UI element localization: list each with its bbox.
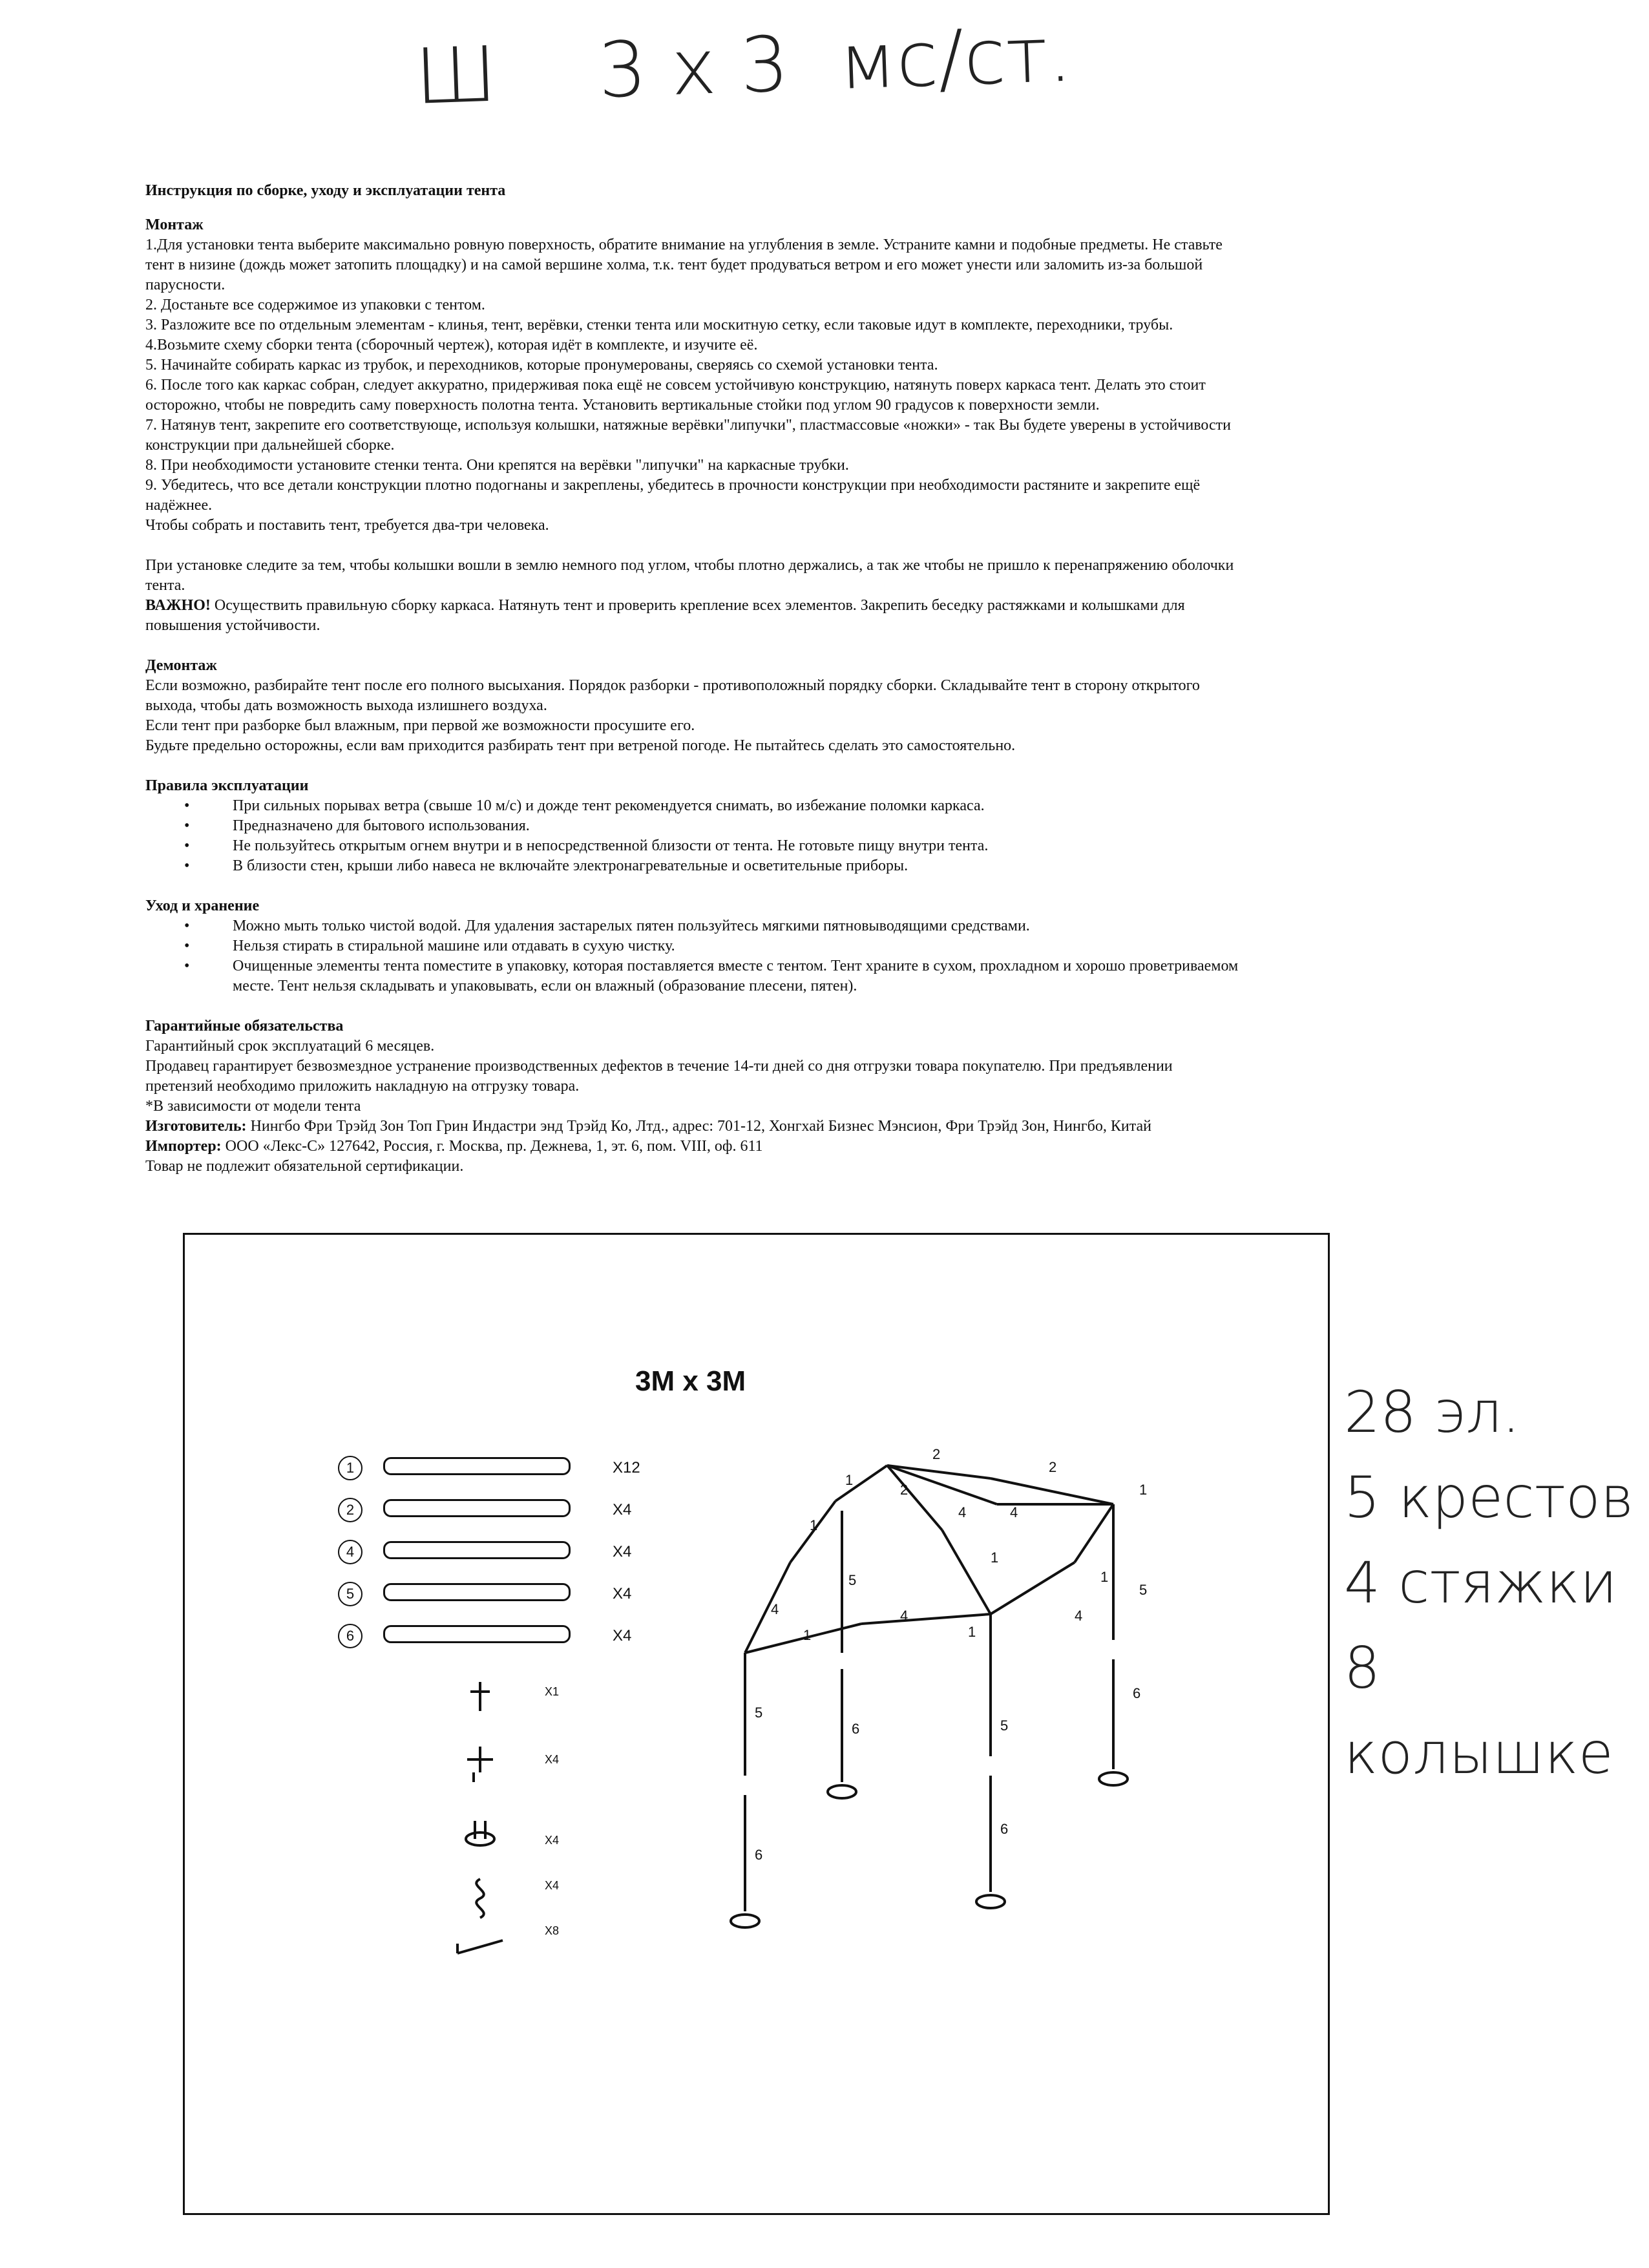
text-line: 8. При необходимости установите стенки тента. Они крепятся на верёвки "липучки" на каркасные трубки. (145, 457, 849, 474)
frame-label: 5 (1139, 1582, 1148, 1598)
frame-label: 6 (852, 1721, 860, 1737)
assembly-diagram (183, 1233, 1330, 2215)
part-quantity: X4 (613, 1585, 632, 1602)
list-item: • В близости стен, крыши либо навеса не включайте электронагревательные и осветительные приборы. (233, 856, 1464, 876)
frame-label: 4 (771, 1601, 779, 1617)
rope-icon (476, 1879, 484, 1918)
frame-label: 5 (848, 1572, 857, 1588)
text-line: Чтобы собрать и поставить тент, требуется два-три человека. (145, 517, 549, 534)
tube-part-6 (383, 1625, 571, 1643)
text-line: *В зависимости от модели тента (145, 1098, 361, 1115)
text-line: конструкции при дальнейшей сборке. (145, 437, 395, 454)
list-item: • Очищенные элементы тента поместите в упаковку, которая поставляется вместе с тентом. Тент храните в сухом, прохладном и хорошо проветриваемом (233, 956, 1464, 976)
text-line: 6. После того как каркас собран, следует аккуратно, придерживая пока ещё не совсем устойчивую конструкцию, натянуть поверх каркаса тент. Делать это стоит (145, 377, 1206, 394)
text-line: 9. Убедитесь, что все детали конструкции плотно подогнаны и закреплены, убедитесь в прочности конструкции при необходимости растяните и закрепите ещё (145, 477, 1201, 494)
frame-label: 4 (1075, 1608, 1083, 1624)
text-line: 1.Для установки тента выберите максимально ровную поверхность, обратите внимание на углубления в земле. Устраните камни и подобные предметы. Не ставьте (145, 236, 1223, 253)
text-line: При установке следите за тем, чтобы колышки вошли в землю немного под углом, чтобы плотно держались, а так же чтобы не пришло к перенапряжению оболочки (145, 557, 1234, 574)
foot-plate (828, 1785, 856, 1798)
instruction-document (145, 181, 1464, 1177)
text-line: Продавец гарантирует безвозмездное устранение производственных дефектов в течение 14-ти дней со дня отгрузки товара покупателю. При предъявлении (145, 1058, 1173, 1075)
frame-tube (745, 1562, 790, 1653)
frame-label: 1 (991, 1549, 999, 1566)
importer-text: ООО «Лекс-С» 127642, Россия, г. Москва, пр. Дежнева, 1, эт. 6, пом. VIII, оф. 611 (221, 1138, 763, 1155)
text-line: тент в низине (дождь может затопить площадку) и на самой вершине холма, т.к. тент будет продуваться ветром и его может унести или заломить из-за большой (145, 257, 1203, 273)
tube-part-5 (383, 1583, 571, 1601)
part-quantity: X4 (613, 1501, 632, 1518)
frame-label: 1 (1100, 1569, 1109, 1585)
text-line: выхода, чтобы дать возможность выхода излишнего воздуха. (145, 697, 547, 714)
frame-label: 5 (755, 1705, 763, 1721)
frame-tube (991, 1562, 1075, 1614)
frame-tube (1075, 1504, 1113, 1562)
tube-part-1 (383, 1457, 571, 1475)
handwritten-line: 4 стяжки (1344, 1549, 1617, 1616)
list-item: • Нельзя стирать в стиральной машине или отдавать в сухую чистку. (233, 936, 1464, 956)
frame-tube (835, 1465, 887, 1501)
text-line: Если тент при разборке был влажным, при первой же возможности просушите его. (145, 717, 695, 734)
uhod-list (145, 916, 1464, 976)
pravila-heading: Правила эксплуатации (145, 777, 309, 794)
handwritten-line: 5 крестов (1344, 1464, 1634, 1531)
fitting-quantity: X4 (545, 1879, 560, 1892)
maker-text: Нингбо Фри Трэйд Зон Топ Грин Индастри энд Трэйд Ко, Лтд., адрес: 701-12, Хонгхай Бизнес Мэнсион, Фри Трэйд Зон, Нингбо, Китай (246, 1118, 1151, 1135)
frame-label: 2 (1049, 1459, 1057, 1475)
text-line: месте. Тент нельзя складывать и упаковывать, если он влажный (образование плесени, пятен). (233, 978, 857, 994)
montazh-heading: Монтаж (145, 216, 204, 233)
garantiya-heading: Гарантийные обязательства (145, 1018, 344, 1034)
frame-label: 5 (1000, 1717, 1009, 1734)
text-line: повышения устойчивости. (145, 617, 320, 634)
frame-label: 1 (968, 1624, 976, 1640)
part-number: 6 (338, 1624, 362, 1648)
foot-plate (731, 1915, 759, 1927)
part-quantity: X4 (613, 1543, 632, 1560)
fittings-icons (441, 1672, 519, 1982)
maker-line (145, 1117, 1464, 1137)
importer-label: Импортер: (145, 1138, 222, 1155)
handwritten-line: 28 эл. (1344, 1379, 1520, 1445)
frame-label: 6 (755, 1847, 763, 1863)
text-line: надёжнее. (145, 497, 213, 514)
text-line: 5. Начинайте собирать каркас из трубок, и переходников, которые пронумерованы, сверяясь со схемой установки тента. (145, 357, 938, 373)
part-number: 1 (338, 1456, 362, 1480)
tube-part-4 (383, 1541, 571, 1559)
maker-label: Изготовитель: (145, 1118, 247, 1135)
pravila-list (145, 796, 1464, 876)
frame-label: 2 (900, 1482, 909, 1498)
text-line: 7. Натянув тент, закрепите его соответствующе, используя колышки, натяжные верёвки"липучки", пластмассовые «ножки» - так Вы будете уверены в устойчивости (145, 417, 1231, 434)
important-label: ВАЖНО! (145, 597, 211, 614)
tube-part-2 (383, 1499, 571, 1517)
part-quantity: X12 (613, 1459, 640, 1476)
diagram-title: 3M x 3M (635, 1365, 746, 1397)
text-line: 4.Возьмите схему сборки тента (сборочный чертеж), которая идёт в комплекте, и изучите её. (145, 337, 758, 353)
text-line: Если возможно, разбирайте тент после его полного высыхания. Порядок разборки - противоположный порядку сборки. Складывайте тент в сторону открытого (145, 677, 1200, 694)
fitting-quantity: X4 (545, 1753, 560, 1766)
list-item: • При сильных порывах ветра (свыше 10 м/с) и дожде тент рекомендуется снимать, во избежание поломки каркаса. (233, 796, 1464, 816)
frame-label: 4 (958, 1504, 967, 1520)
text-line: парусности. (145, 277, 226, 293)
handwritten-note (1344, 1370, 1649, 1796)
side-connector-icon (467, 1747, 493, 1782)
part-number: 5 (338, 1582, 362, 1606)
important-line (145, 596, 1464, 616)
text-line: осторожно, чтобы не повредить саму поверхность полотна тента. Установить вертикальные стойки под углом 90 градусов к поверхности земли. (145, 397, 1100, 414)
frame-label: 2 (932, 1446, 941, 1462)
frame-label: 1 (845, 1472, 854, 1488)
list-item: • Предназначено для бытового использования. (233, 816, 1464, 836)
cross-connector-icon (470, 1682, 490, 1711)
text-line: Гарантийный срок эксплуатаций 6 месяцев. (145, 1038, 435, 1055)
frame-label: 6 (1000, 1821, 1009, 1837)
handwritten-line: 8 колышке (1344, 1635, 1613, 1787)
text-line: 2. Достаньте все содержимое из упаковки с тентом. (145, 297, 485, 313)
handwritten-size: 3 x 3 (596, 19, 790, 116)
handwritten-header (414, 10, 1073, 121)
part-quantity: X4 (613, 1627, 632, 1644)
part-number: 2 (338, 1498, 362, 1522)
text-line: тента. (145, 577, 185, 594)
cert-line: Товар не подлежит обязательной сертификации. (145, 1158, 464, 1175)
frame-tube (942, 1530, 991, 1614)
part-number: 4 (338, 1540, 362, 1564)
handwritten-code: мс/ст. (837, 9, 1074, 107)
uhod-heading: Уход и хранение (145, 898, 260, 914)
handwritten-mark: Ш (414, 29, 498, 121)
frame-tube (991, 1478, 1113, 1504)
fitting-quantity: X8 (545, 1924, 560, 1937)
frame-label: 4 (900, 1608, 909, 1624)
frame-label: 4 (1010, 1504, 1018, 1520)
frame-label: 1 (1139, 1482, 1148, 1498)
montazh-lines (145, 235, 1464, 536)
demontazh-heading: Демонтаж (145, 657, 217, 674)
text-line: Будьте предельно осторожны, если вам приходится разбирать тент при ветреной погоде. Не пытайтесь сделать это самостоятельно. (145, 737, 1016, 754)
fitting-quantity: X4 (545, 1834, 560, 1847)
text-line: 3. Разложите все по отдельным элементам - клинья, тент, верёвки, стенки тента или москитную сетку, если таковые идут в комплекте, переходники, трубы. (145, 317, 1173, 333)
frame-drawing (687, 1446, 1301, 2028)
text-line: претензий необходимо приложить накладную на отгрузку товара. (145, 1078, 580, 1095)
list-item: • Можно мыть только чистой водой. Для удаления застарелых пятен пользуйтесь мягкими пятновыводящими средствами. (233, 916, 1464, 936)
foot-plate (976, 1895, 1005, 1908)
frame-label: 1 (810, 1517, 818, 1533)
frame-label: 1 (803, 1627, 812, 1643)
list-item: • Не пользуйтесь открытым огнем внутри и в непосредственной близости от тента. Не готовьте пищу внутри тента. (233, 836, 1464, 856)
important-text: Осуществить правильную сборку каркаса. Натянуть тент и проверить крепление всех элементов. Закрепить беседку растяжками и колышками для (210, 597, 1185, 614)
foot-plate-icon (466, 1821, 494, 1845)
frame-label: 6 (1133, 1685, 1141, 1701)
fitting-quantity: X1 (545, 1685, 560, 1698)
stake-icon (457, 1940, 503, 1953)
importer-line (145, 1137, 1464, 1157)
frame-tube (861, 1614, 991, 1624)
foot-plate (1099, 1772, 1128, 1785)
document-title: Инструкция по сборке, уходу и эксплуатации тента (145, 182, 506, 199)
